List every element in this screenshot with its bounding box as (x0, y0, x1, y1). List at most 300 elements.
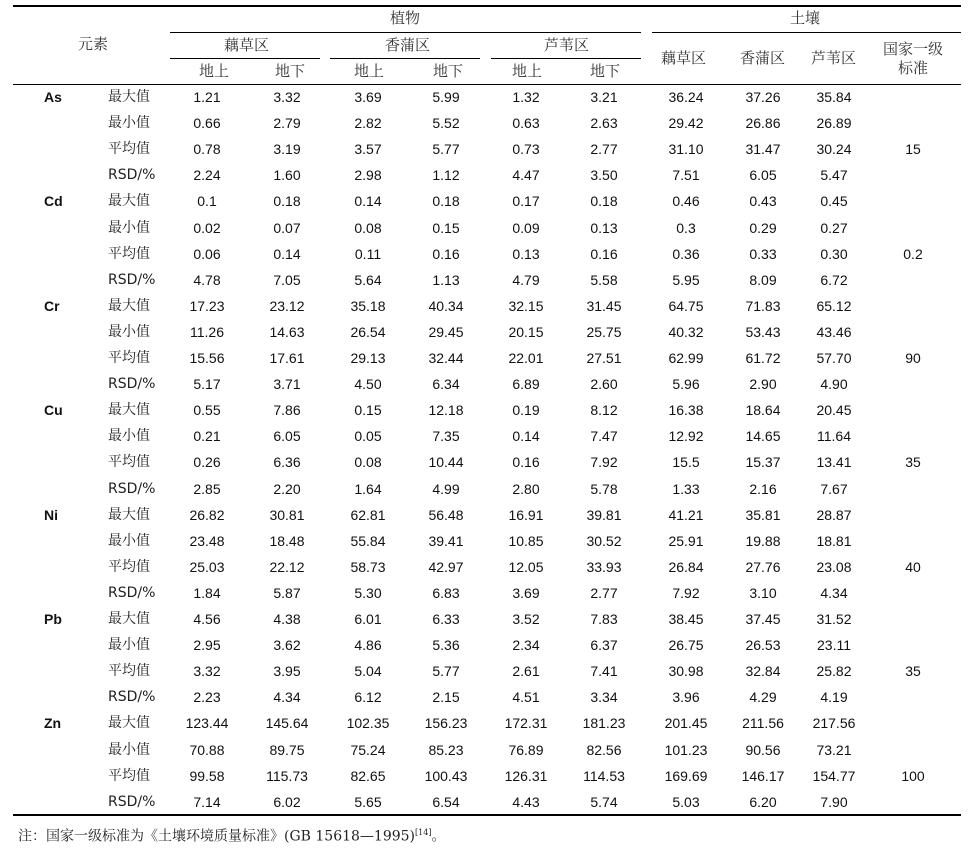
table-cell: 0.16 (590, 245, 618, 262)
table-cell: 0.36 (672, 245, 700, 262)
table-cell: 70.88 (189, 741, 225, 758)
table-cell: 114.53 (583, 767, 625, 784)
table-cell: 5.99 (432, 89, 460, 105)
standard-header (875, 40, 951, 78)
table-cell: 7.92 (590, 454, 618, 471)
table-cell: 15.37 (745, 454, 781, 471)
table-cell: 30.52 (586, 532, 622, 549)
table-cell: 82.65 (350, 767, 386, 784)
stat-label: 最小值 (108, 323, 150, 340)
table-cell: 55.84 (350, 532, 386, 549)
standard-value: 35 (905, 454, 921, 471)
table-cell: 5.58 (590, 271, 618, 288)
table-cell: 0.16 (512, 454, 540, 471)
stat-label: 平均值 (108, 141, 150, 158)
stat-label: 最大值 (108, 297, 150, 314)
table-cell: 2.77 (590, 584, 618, 601)
table-cell: 4.34 (820, 584, 848, 601)
table-cell: 4.56 (193, 611, 221, 627)
table-cell: 23.08 (816, 558, 852, 575)
table-cell: 5.96 (672, 376, 700, 393)
table-cell: 0.63 (512, 115, 540, 132)
table-cell: 64.75 (668, 297, 704, 314)
table-cell: 82.56 (586, 741, 622, 758)
table-cell: 62.81 (350, 506, 386, 523)
table-cell: 18.64 (745, 402, 781, 419)
table-cell: 15.56 (189, 350, 225, 366)
table-cell: 90.56 (745, 741, 781, 758)
table-cell: 169.69 (664, 767, 708, 784)
table-cell: 31.47 (745, 141, 781, 158)
table-cell: 4.29 (749, 689, 777, 706)
table-cell: 39.41 (428, 532, 464, 549)
table-cell: 0.21 (193, 428, 221, 445)
table-cell: 31.10 (668, 141, 704, 158)
table-cell: 25.03 (189, 558, 225, 575)
table-cell: 0.07 (273, 219, 301, 236)
table-cell: 145.64 (265, 715, 309, 732)
table-cell: 7.35 (432, 428, 460, 445)
table-cell: 6.72 (820, 271, 848, 288)
table-cell: 28.87 (816, 506, 852, 523)
table-cell: 25.91 (668, 532, 704, 549)
table-cell: 4.78 (193, 271, 221, 288)
table-cell: 26.86 (745, 115, 781, 132)
soil-group-rule (652, 32, 961, 33)
table-cell: 154.77 (812, 767, 856, 784)
table-cell: 2.79 (273, 115, 301, 132)
table-cell: 18.81 (816, 532, 852, 549)
table-cell: 2.95 (193, 637, 221, 654)
table-cell: 40.32 (668, 323, 704, 340)
element-name: Pb (44, 611, 62, 627)
table-cell: 71.83 (745, 297, 781, 314)
table-cell: 4.19 (820, 689, 848, 706)
stat-label: 最小值 (108, 637, 150, 654)
table-cell: 0.30 (820, 245, 848, 262)
table-cell: 0.45 (820, 193, 848, 210)
table-cell: 172.31 (504, 715, 548, 732)
stat-label: 最小值 (108, 741, 150, 758)
header-bottom-rule (13, 84, 961, 85)
table-cell: 1.21 (193, 89, 221, 105)
table-cell: 26.89 (816, 115, 852, 132)
table-cell: 4.34 (273, 689, 301, 706)
table-cell: 126.31 (504, 767, 548, 784)
table-cell: 2.61 (512, 663, 540, 680)
plant-zone-header: 藕草区 (224, 36, 270, 54)
table-cell: 32.44 (428, 350, 464, 366)
table-cell: 146.17 (741, 767, 785, 784)
soil-zone-header: 藕草区 (661, 49, 707, 67)
element-name: Ni (44, 506, 58, 523)
standard-value: 35 (905, 663, 921, 680)
stat-label: RSD/% (108, 689, 156, 706)
table-cell: 156.23 (424, 715, 468, 732)
table-cell: 2.23 (193, 689, 221, 706)
table-cell: 38.45 (668, 611, 704, 627)
table-cell: 32.84 (745, 663, 781, 680)
table-cell: 58.73 (350, 558, 386, 575)
footnote-end: 。 (431, 828, 446, 845)
table-cell: 181.23 (582, 715, 626, 732)
table-cell: 0.18 (432, 193, 460, 210)
part-header: 地下 (590, 62, 621, 80)
table-cell: 65.12 (816, 297, 852, 314)
table-cell: 22.12 (269, 558, 305, 575)
table-cell: 1.13 (432, 271, 460, 288)
stat-label: 最大值 (108, 506, 150, 523)
table-cell: 5.03 (672, 793, 700, 810)
table-cell: 3.69 (354, 89, 382, 105)
stat-label: 平均值 (108, 245, 150, 262)
table-cell: 0.3 (676, 219, 696, 236)
table-cell: 15.5 (672, 454, 700, 471)
table-cell: 35.18 (350, 297, 386, 314)
table-cell: 30.98 (668, 663, 704, 680)
top-rule (13, 5, 961, 7)
table-cell: 7.51 (672, 167, 700, 184)
table-cell: 8.12 (590, 402, 618, 419)
stat-label: 最小值 (108, 219, 150, 236)
table-cell: 0.06 (193, 245, 221, 262)
table-cell: 2.63 (590, 115, 618, 132)
table-cell: 6.12 (354, 689, 382, 706)
table-cell: 2.85 (193, 480, 221, 497)
table-cell: 3.96 (672, 689, 700, 706)
table-cell: 0.27 (820, 219, 848, 236)
table-cell: 100.43 (424, 767, 468, 784)
table-cell: 14.65 (745, 428, 781, 445)
table-cell: 3.95 (273, 663, 301, 680)
table-cell: 5.65 (354, 793, 382, 810)
table-cell: 5.87 (273, 584, 301, 601)
table-cell: 2.20 (273, 480, 301, 497)
table-cell: 2.60 (590, 376, 618, 393)
plant-group-header: 植物 (390, 9, 421, 27)
element-name: As (44, 89, 62, 105)
table-cell: 0.19 (512, 402, 540, 419)
standard-value: 100 (901, 767, 925, 784)
table-cell: 75.24 (350, 741, 386, 758)
table-cell: 37.26 (745, 89, 781, 105)
table-cell: 101.23 (664, 741, 708, 758)
part-header: 地下 (275, 62, 306, 80)
table-cell: 1.84 (193, 584, 221, 601)
stat-label: RSD/% (108, 584, 156, 601)
table-cell: 4.79 (512, 271, 540, 288)
table-cell: 5.95 (672, 271, 700, 288)
table-cell: 89.75 (269, 741, 305, 758)
table-cell: 23.12 (269, 297, 305, 314)
table-cell: 36.24 (668, 89, 704, 105)
table-cell: 0.08 (354, 454, 382, 471)
table-cell: 7.41 (590, 663, 618, 680)
table-cell: 6.05 (273, 428, 301, 445)
table-cell: 1.60 (273, 167, 301, 184)
soil-group-header: 土壤 (790, 9, 821, 27)
table-cell: 76.89 (508, 741, 544, 758)
table-cell: 18.48 (269, 532, 305, 549)
part-header: 地下 (433, 62, 464, 80)
table-cell: 16.38 (668, 402, 704, 419)
table-cell: 123.44 (185, 715, 229, 732)
table-cell: 0.14 (512, 428, 540, 445)
table-cell: 23.48 (189, 532, 225, 549)
table-cell: 6.37 (590, 637, 618, 654)
table-cell: 3.50 (590, 167, 618, 184)
table-cell: 0.1 (197, 193, 217, 210)
table-cell: 1.64 (354, 480, 382, 497)
element-name: Cr (44, 297, 60, 314)
table-cell: 25.75 (586, 323, 622, 340)
part-header: 地上 (354, 62, 385, 80)
table-cell: 0.09 (512, 219, 540, 236)
table-cell: 6.01 (354, 611, 382, 627)
table-cell: 20.45 (816, 402, 852, 419)
table-cell: 41.21 (668, 506, 704, 523)
table-cell: 2.77 (590, 141, 618, 158)
table-cell: 5.77 (432, 663, 460, 680)
table-cell: 8.09 (749, 271, 777, 288)
table-cell: 0.55 (193, 402, 221, 419)
table-cell: 102.35 (346, 715, 390, 732)
table-cell: 3.21 (590, 89, 618, 105)
table-cell: 2.15 (432, 689, 460, 706)
table-cell: 6.89 (512, 376, 540, 393)
footnote-text: 注：国家一级标准为《土壤环境质量标准》(GB 15618—1995) (18, 828, 416, 845)
standard-header-line1: 国家一级 (882, 40, 943, 58)
part-header: 地上 (199, 62, 230, 80)
table-cell: 85.23 (428, 741, 464, 758)
table-cell: 12.18 (428, 402, 464, 419)
standard-value: 90 (905, 350, 921, 366)
table-cell: 12.92 (668, 428, 704, 445)
table-cell: 0.15 (432, 219, 460, 236)
table-cell: 0.02 (193, 219, 221, 236)
element-name: Cd (44, 193, 63, 210)
table-cell: 0.73 (512, 141, 540, 158)
table-cell: 2.24 (193, 167, 221, 184)
table-cell: 33.93 (586, 558, 622, 575)
soil-zone-header: 香蒲区 (740, 49, 786, 67)
table-cell: 2.80 (512, 480, 540, 497)
table-cell: 0.08 (354, 219, 382, 236)
plant-zone-header: 芦苇区 (544, 36, 590, 54)
table-cell: 0.26 (193, 454, 221, 471)
stat-label: 最大值 (108, 715, 150, 732)
table-cell: 43.46 (816, 323, 852, 340)
table-cell: 0.78 (193, 141, 221, 158)
element-name: Zn (44, 715, 62, 732)
table-cell: 6.36 (273, 454, 301, 471)
table-cell: 17.23 (189, 297, 225, 314)
table-cell: 27.76 (745, 558, 781, 575)
table-cell: 3.71 (273, 376, 301, 393)
table-cell: 1.33 (672, 480, 700, 497)
table-cell: 20.15 (508, 323, 544, 340)
table-cell: 4.86 (354, 637, 382, 654)
table-cell: 5.64 (354, 271, 382, 288)
part-header: 地上 (512, 62, 543, 80)
soil-zone-header: 芦苇区 (811, 49, 857, 67)
bottom-rule (13, 814, 961, 816)
table-cell: 11.26 (190, 323, 224, 340)
table-cell: 57.70 (816, 350, 852, 366)
table-cell: 1.12 (432, 167, 460, 184)
stat-label: 最大值 (108, 402, 150, 419)
table-cell: 26.84 (668, 558, 704, 575)
stat-label: RSD/% (108, 271, 156, 288)
table-cell: 1.32 (512, 89, 540, 105)
element-name: Cu (44, 402, 63, 419)
stat-label: 平均值 (108, 350, 150, 366)
table-cell: 10.85 (508, 532, 544, 549)
table-cell: 4.43 (512, 793, 540, 810)
stat-label: 最小值 (108, 115, 150, 132)
plant-zone-header: 香蒲区 (385, 36, 431, 54)
table-cell: 7.05 (273, 271, 301, 288)
table-cell: 31.52 (816, 611, 852, 627)
footnote (18, 825, 445, 845)
table-cell: 0.43 (749, 193, 777, 210)
table-cell: 0.46 (672, 193, 700, 210)
table-cell: 10.44 (428, 454, 464, 471)
table-cell: 26.75 (668, 637, 704, 654)
table-cell: 0.13 (512, 245, 540, 262)
table-cell: 3.52 (512, 611, 540, 627)
table-cell: 5.17 (193, 376, 221, 393)
table-cell: 30.81 (269, 506, 305, 523)
table-cell: 3.57 (354, 141, 382, 158)
table-cell: 0.14 (354, 193, 382, 210)
table-cell: 2.82 (354, 115, 382, 132)
table-cell: 29.42 (668, 115, 704, 132)
table-cell: 17.61 (269, 350, 305, 366)
table-cell: 7.83 (590, 611, 618, 627)
table-cell: 23.11 (817, 637, 851, 654)
table-cell: 26.53 (745, 637, 781, 654)
stat-label: 平均值 (108, 454, 150, 471)
table-cell: 2.16 (749, 480, 777, 497)
table-cell: 12.05 (508, 558, 544, 575)
table-cell: 5.47 (820, 167, 848, 184)
table-cell: 30.24 (816, 141, 852, 158)
table-cell: 11.64 (817, 428, 851, 445)
table-cell: 6.34 (432, 376, 460, 393)
table-cell: 2.34 (512, 637, 540, 654)
table-cell: 7.67 (820, 480, 848, 497)
table-cell: 211.56 (742, 715, 784, 732)
standard-value: 15 (905, 141, 921, 158)
table-cell: 22.01 (508, 350, 544, 366)
table-cell: 0.33 (749, 245, 777, 262)
table-cell: 3.62 (273, 637, 301, 654)
table-cell: 19.88 (745, 532, 781, 549)
table-cell: 42.97 (428, 558, 464, 575)
footnote-ref: [14] (415, 828, 432, 837)
table-cell: 99.58 (189, 767, 225, 784)
table-cell: 4.99 (432, 480, 460, 497)
table-cell: 0.16 (432, 245, 460, 262)
table-cell: 201.45 (664, 715, 708, 732)
table-cell: 3.69 (512, 584, 540, 601)
table-cell: 39.81 (586, 506, 622, 523)
element-column-header: 元素 (78, 35, 109, 53)
table-cell: 5.36 (432, 637, 460, 654)
table-cell: 61.72 (745, 350, 781, 366)
table-cell: 40.34 (428, 297, 464, 314)
table-cell: 7.90 (820, 793, 848, 810)
standard-header-line2: 标准 (897, 59, 928, 77)
table-cell: 32.15 (508, 297, 544, 314)
table-cell: 4.50 (354, 376, 382, 393)
table-cell: 7.86 (273, 402, 301, 419)
table-cell: 27.51 (586, 350, 622, 366)
table-cell: 4.90 (820, 376, 848, 393)
stat-label: 最小值 (108, 532, 150, 549)
table-cell: 6.54 (432, 793, 460, 810)
stat-label: 平均值 (108, 767, 150, 784)
plant-group-rule (170, 32, 641, 33)
table-cell: 26.82 (189, 506, 225, 523)
table-cell: 35.81 (745, 506, 781, 523)
stat-label: 最大值 (108, 611, 150, 627)
table-cell: 0.13 (590, 219, 618, 236)
table-cell: 29.45 (428, 323, 464, 340)
table-cell: 6.20 (749, 793, 777, 810)
table-cell: 0.29 (749, 219, 777, 236)
table-cell: 29.13 (350, 350, 386, 366)
table-cell: 2.90 (749, 376, 777, 393)
table-cell: 6.02 (273, 793, 301, 810)
standard-value: 40 (905, 558, 921, 575)
table-cell: 37.45 (745, 611, 781, 627)
table-cell: 6.33 (432, 611, 460, 627)
zone-rule-1 (170, 58, 320, 59)
zone-rule-3 (491, 58, 641, 59)
table-cell: 35.84 (816, 89, 852, 105)
table-cell: 0.66 (193, 115, 221, 132)
table-cell: 5.04 (354, 663, 382, 680)
table-cell: 26.54 (350, 323, 386, 340)
stat-label: 最小值 (108, 428, 150, 445)
table-cell: 7.47 (590, 428, 618, 445)
table-cell: 3.32 (273, 89, 301, 105)
stat-label: 最大值 (108, 193, 150, 210)
stat-label: RSD/% (108, 376, 156, 393)
table-cell: 0.18 (590, 193, 618, 210)
table-cell: 0.18 (273, 193, 301, 210)
table-cell: 5.74 (590, 793, 618, 810)
table-cell: 3.32 (193, 663, 221, 680)
table-cell: 115.73 (266, 767, 308, 784)
stat-label: 平均值 (108, 663, 150, 680)
table-cell: 14.63 (269, 323, 305, 340)
table-cell: 6.83 (432, 584, 460, 601)
table-cell: 0.05 (354, 428, 382, 445)
standard-value: 0.2 (903, 245, 923, 262)
table-cell: 31.45 (586, 297, 622, 314)
table-cell: 0.11 (354, 245, 382, 262)
table-cell: 3.34 (590, 689, 618, 706)
table-cell: 62.99 (668, 350, 704, 366)
stat-label: RSD/% (108, 167, 156, 184)
table-cell: 0.17 (512, 193, 540, 210)
table-cell: 7.14 (193, 793, 221, 810)
table-cell: 0.14 (273, 245, 301, 262)
table-cell: 73.21 (816, 741, 852, 758)
